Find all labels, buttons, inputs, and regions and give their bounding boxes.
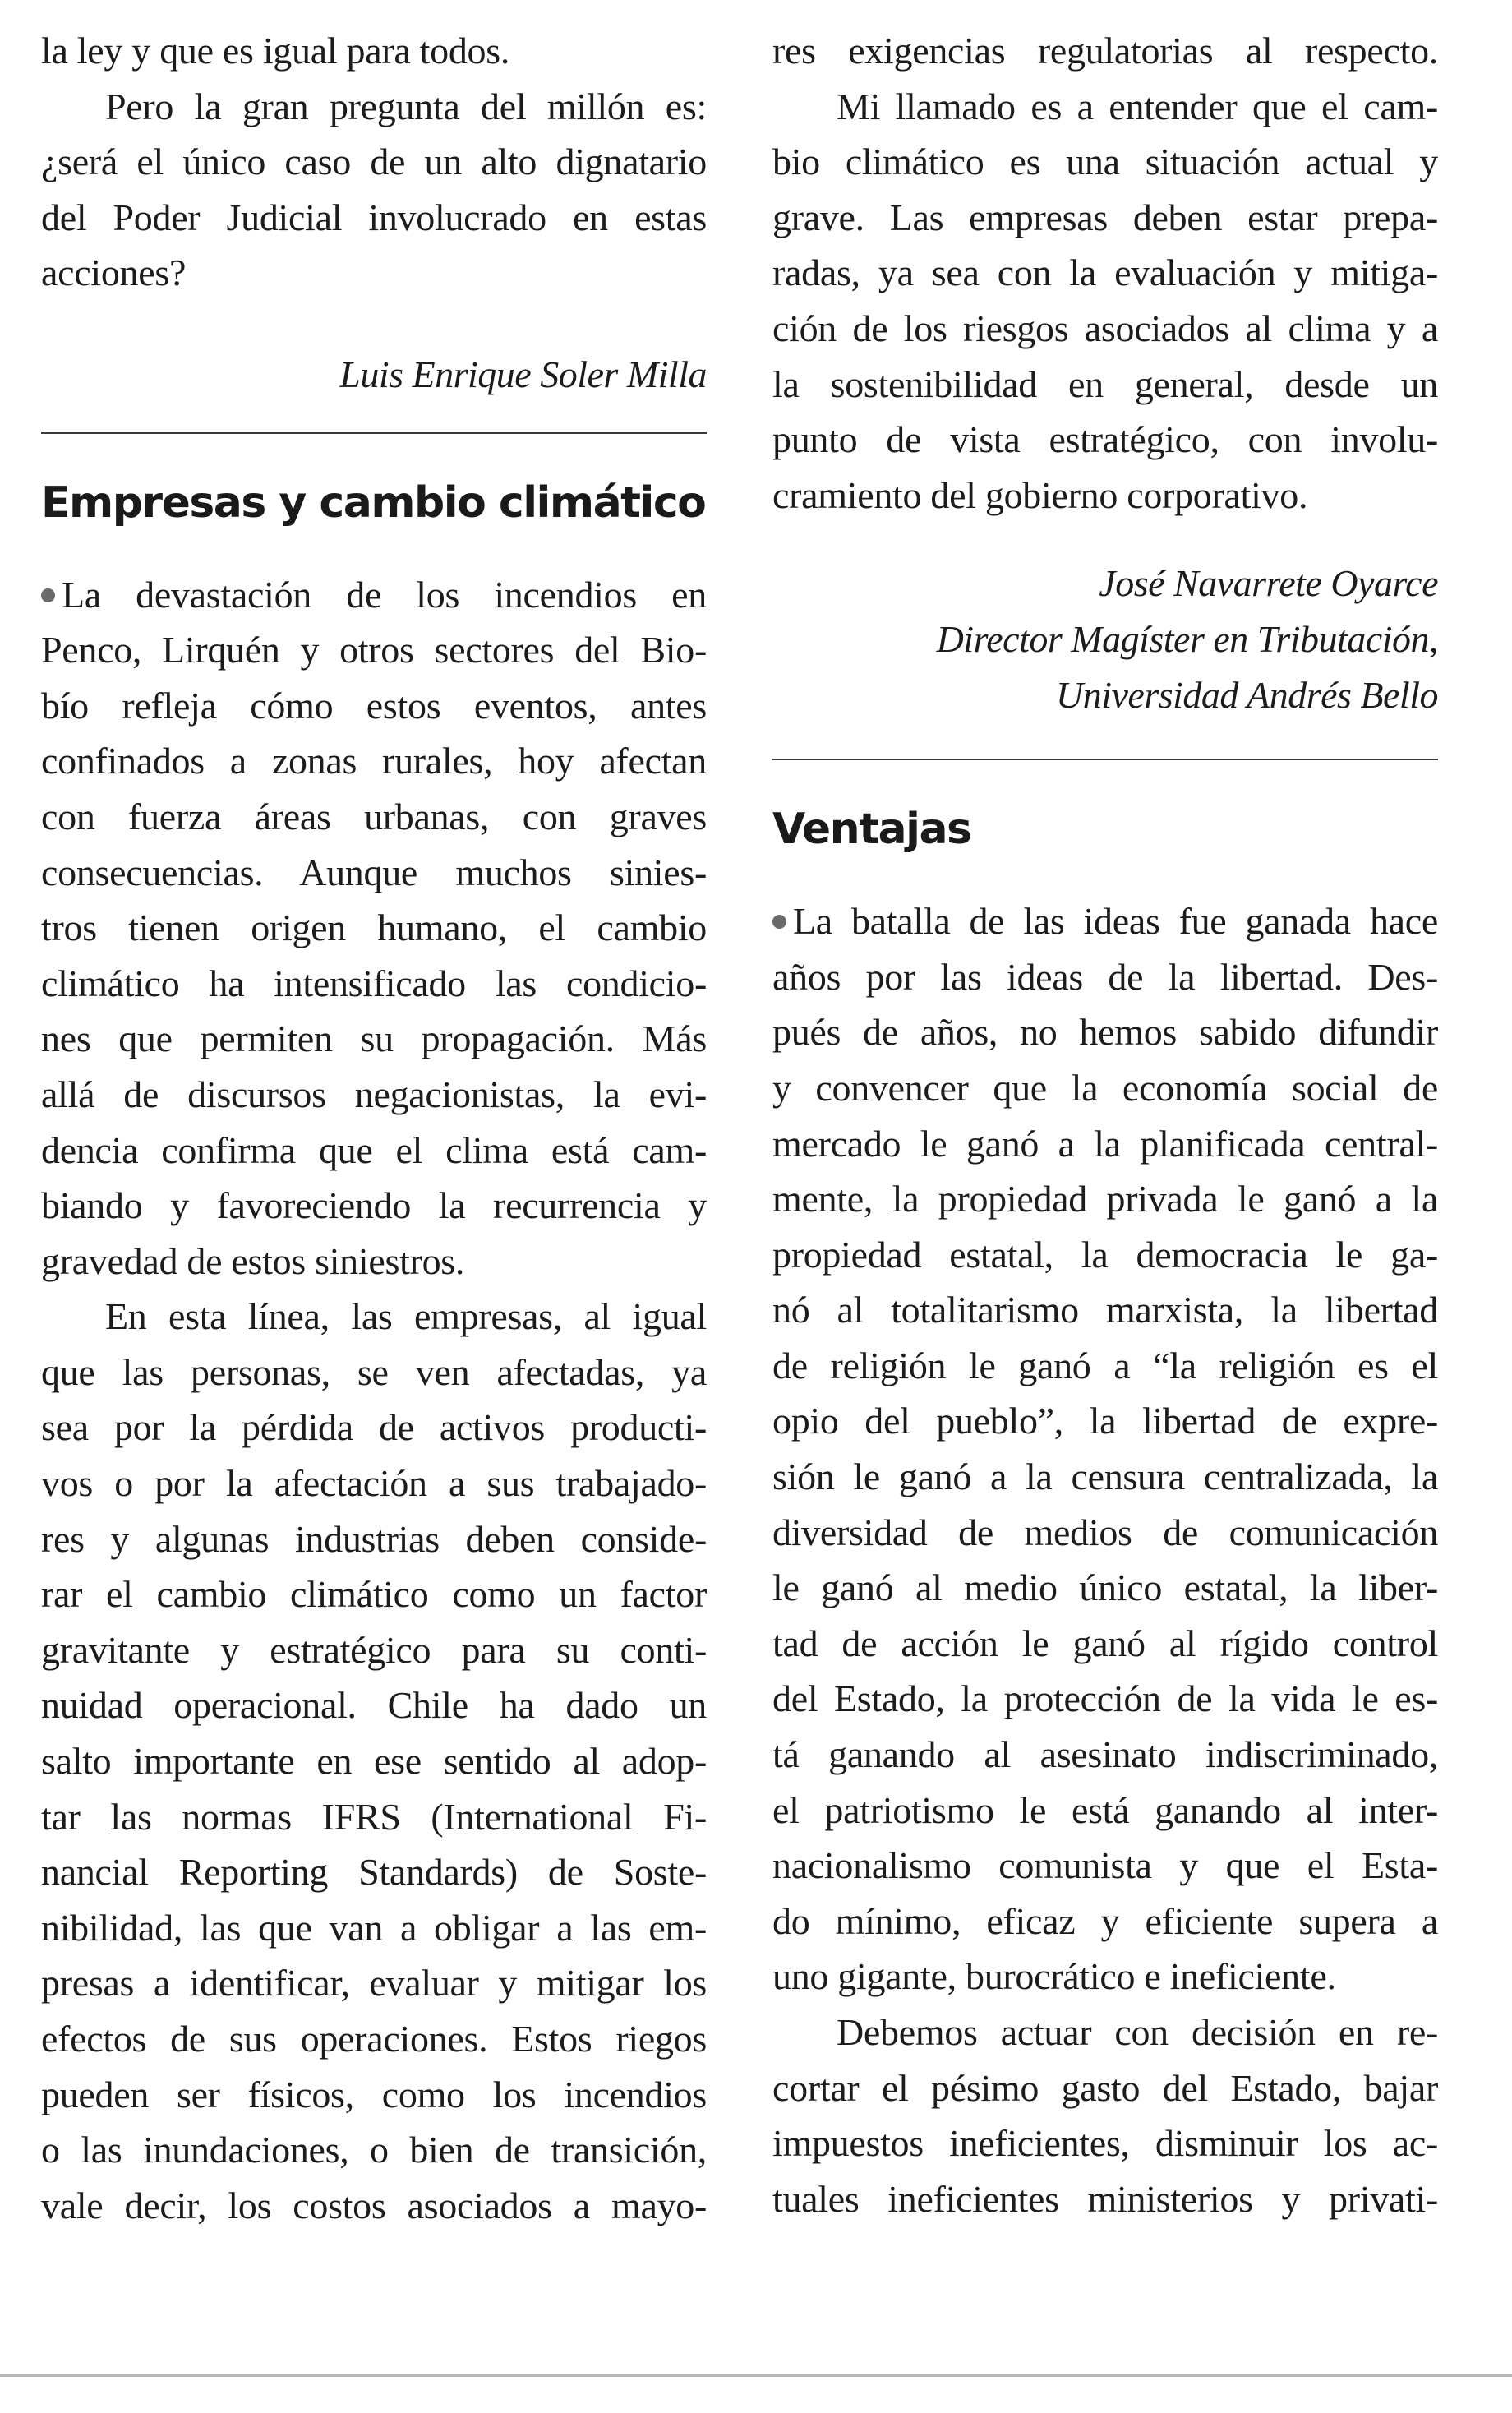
bullet-icon	[41, 588, 55, 602]
text-line: La devastación de los incendios en	[41, 567, 707, 623]
text-line: tad de acción le ganó al rígido control	[772, 1622, 1438, 1664]
article-continuation	[772, 23, 1438, 523]
text-line: diversidad de medios de comunicación	[772, 1511, 1438, 1553]
text-line: presas a identificar, evaluar y mitigar los	[41, 1962, 707, 2005]
text-line: nó al totalitarismo marxista, la libertad	[772, 1289, 1438, 1331]
text-line: bio climático es una situación actual y	[772, 141, 1438, 183]
section-divider	[41, 432, 707, 434]
text-line: confinados a zonas rurales, hoy afectan	[41, 740, 707, 782]
text-line: res exigencias regulatorias al respecto.	[772, 30, 1438, 72]
text-line: nancial Reporting Standards) de Soste-	[41, 1851, 707, 1894]
text-line: climático ha intensificado las condicio-	[41, 962, 707, 1004]
text-line: mercado le ganó a la planificada central-	[772, 1122, 1438, 1165]
text-line: Penco, Lirquén y otros sectores del Bio-	[41, 629, 707, 671]
text-line: gravedad de estos siniestros.	[41, 1239, 465, 1282]
text-line: años por las ideas de la libertad. Des-	[772, 955, 1438, 998]
text-line: le ganó al medio único estatal, la liber-	[772, 1566, 1438, 1609]
text-line: del Poder Judicial involucrado en estas	[41, 196, 707, 238]
text-line: gravitante y estratégico para su conti-	[41, 1628, 707, 1671]
article-body	[772, 893, 1438, 2226]
page-bottom-border	[0, 2374, 1512, 2377]
article-heading: Ventajas	[772, 805, 971, 855]
text-line: ¿será el único caso de un alto dignatario	[41, 141, 707, 183]
author-signature	[772, 556, 1438, 722]
text-line: la sostenibilidad en general, desde un	[772, 362, 1438, 405]
text-line: pués de años, no hemos sabido difundir	[772, 1011, 1438, 1054]
text-line: sea por la pérdida de activos producti-	[41, 1406, 707, 1449]
text-line: de religión le ganó a “la religión es el	[772, 1344, 1438, 1386]
left-column	[41, 23, 707, 2233]
text-line: nacionalismo comunista y que el Esta-	[772, 1844, 1438, 1887]
text-line: bío refleja cómo estos eventos, antes	[41, 684, 707, 727]
author-name: José Navarrete Oyarce	[1099, 562, 1438, 605]
text-line: con fuerza áreas urbanas, con graves	[41, 795, 707, 837]
text-line: grave. Las empresas deben estar prepa-	[772, 196, 1438, 238]
text-line: La batalla de las ideas fue ganada hace	[772, 893, 1438, 949]
text-line: acciones?	[41, 251, 187, 294]
text-line: que las personas, se ven afectadas, ya	[41, 1350, 707, 1393]
text-line: del Estado, la protección de la vida le es-	[772, 1677, 1438, 1720]
text-line: el patriotismo le está ganando al inter-	[772, 1788, 1438, 1831]
text-line: Debemos actuar con decisión en re-	[837, 2011, 1438, 2053]
text-line: cramiento del gobierno corporativo.	[772, 473, 1308, 516]
author-title: Director Magíster en Tributación,	[936, 617, 1438, 660]
text-line: punto de vista estratégico, con involu-	[772, 418, 1438, 461]
text-line: Pero la gran pregunta del millón es:	[105, 85, 707, 127]
text-line: dencia confirma que el clima está cam-	[41, 1128, 707, 1171]
text-line: cortar el pésimo gasto del Estado, bajar	[772, 2066, 1438, 2109]
text-line: pueden ser físicos, como los incendios	[41, 2073, 707, 2115]
text-line: tá ganando al asesinato indiscriminado,	[772, 1733, 1438, 1776]
text-line: efectos de sus operaciones. Estos riegos	[41, 2018, 707, 2060]
text-line: mente, la propiedad privada le ganó a la	[772, 1178, 1438, 1220]
text-line: propiedad estatal, la democracia le ga-	[772, 1233, 1438, 1276]
text-line: opio del pueblo”, la libertad de expre-	[772, 1400, 1438, 1442]
right-column	[772, 23, 1438, 2226]
text-line: nuidad operacional. Chile ha dado un	[41, 1684, 707, 1727]
text-line: do mínimo, eficaz y eficiente supera a	[772, 1899, 1438, 1942]
text-line: salto importante en ese sentido al adop-	[41, 1740, 707, 1783]
text-line: nibilidad, las que van a obligar a las em-	[41, 1906, 707, 1949]
section-divider	[772, 759, 1438, 760]
text-line: uno gigante, burocrático e ineficiente.	[772, 1955, 1336, 1998]
text-line: la ley y que es igual para todos.	[41, 30, 510, 72]
text-line: rar el cambio climático como un factor	[41, 1573, 707, 1616]
text-line: allá de discursos negacionistas, la evi-	[41, 1073, 707, 1115]
text-line: vale decir, los costos asociados a mayo-	[41, 2184, 707, 2226]
text-line: o las inundaciones, o bien de transición,	[41, 2129, 707, 2171]
article-body	[41, 567, 707, 2234]
text-line: consecuencias. Aunque muchos sinies-	[41, 851, 707, 893]
bullet-icon	[772, 915, 786, 929]
text-line: tuales ineficientes ministerios y privati-	[772, 2177, 1438, 2220]
text-line: sión le ganó a la censura centralizada, la	[772, 1456, 1438, 1498]
text-line: ción de los riesgos asociados al clima y a	[772, 307, 1438, 349]
text-line: impuestos ineficientes, disminuir los ac-	[772, 2122, 1438, 2165]
letter-signature: Luis Enrique Soler Milla	[339, 353, 707, 395]
author-institution: Universidad Andrés Bello	[1056, 673, 1438, 716]
text-line: En esta línea, las empresas, al igual	[105, 1295, 707, 1338]
text-line: y convencer que la economía social de	[772, 1066, 1438, 1109]
text-line: Mi llamado es a entender que el cam-	[837, 85, 1438, 127]
letter-end-text	[41, 23, 707, 301]
text-line: tros tienen origen humano, el cambio	[41, 907, 707, 949]
text-line: radas, ya sea con la evaluación y mitiga-	[772, 251, 1438, 294]
text-line: biando y favoreciendo la recurrencia y	[41, 1184, 707, 1227]
text-line: nes que permiten su propagación. Más	[41, 1017, 707, 1060]
text-line: tar las normas IFRS (International Fi-	[41, 1795, 707, 1838]
text-line: res y algunas industrias deben conside-	[41, 1517, 707, 1560]
text-line: vos o por la afectación a sus trabajado-	[41, 1462, 707, 1505]
article-heading: Empresas y cambio climático	[41, 478, 706, 528]
